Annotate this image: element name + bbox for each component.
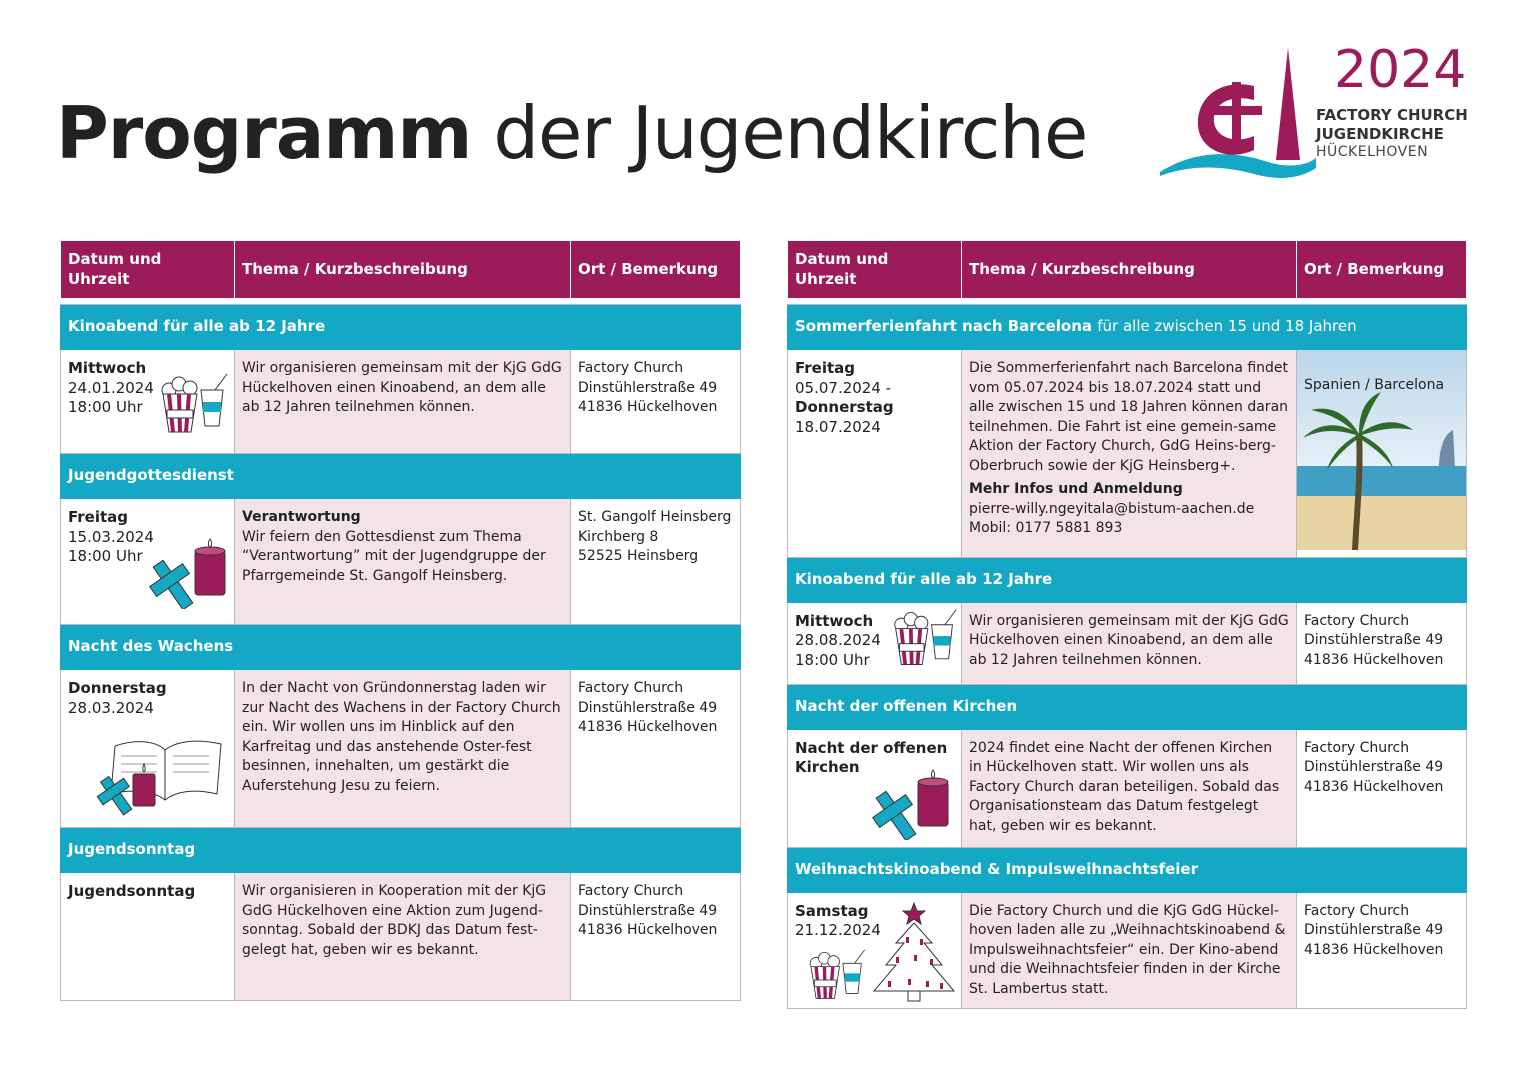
cross-candle-icon <box>868 768 958 840</box>
section-header: Nacht der offenen Kirchen <box>788 684 1467 729</box>
factory-church-logo-icon <box>1158 40 1318 190</box>
section-header: Jugendsonntag <box>61 828 741 873</box>
program-table-right <box>787 241 1467 1009</box>
program-table-left <box>60 241 741 1001</box>
place-cell: Factory Church Dinstühlerstraße 49 41836 Hückelhoven <box>571 350 741 454</box>
section-header: Jugendgottesdienst <box>61 454 741 499</box>
header-topic: Thema / Kurzbeschreibung <box>962 241 1297 299</box>
place-cell: Spanien / Barcelona <box>1304 377 1445 393</box>
table-row <box>61 499 741 625</box>
date-cell: Nacht der offenen Kirchen <box>788 729 962 847</box>
table-row <box>788 350 1467 558</box>
date-cell: Freitag 05.07.2024 - Donnerstag 18.07.2024 <box>788 350 962 558</box>
title-rest: der Jugendkirche <box>493 91 1088 175</box>
header-topic: Thema / Kurzbeschreibung <box>235 241 571 299</box>
description-cell: 2024 findet eine Nacht der offenen Kirchen in Hückelhoven statt. Wir wollen uns als Factory Church daran beteiligen. Sobald das Organisationsteam das Datum festgelegt hat, geben wir es bekannt. <box>962 729 1297 847</box>
date-cell: Mittwoch 28.08.2024 18:00 Uhr <box>788 602 962 684</box>
description-cell: In der Nacht von Gründonnerstag laden wir zur Nacht des Wachens in der Factory Church ein. Wir wollen uns im Hinblick auf den Karfreitag und das anstehende Oster-fest besinnen, innehalten, um gestärkt die Auferstehung Jesu zu feiern. <box>235 670 571 828</box>
contact-phone: Mobil: 0177 5881 893 <box>969 520 1123 536</box>
section-header: Sommerferienfahrt nach Barcelona für alle zwischen 15 und 18 Jahren <box>788 305 1467 350</box>
table-row <box>61 873 741 1001</box>
table-header <box>61 241 741 299</box>
place-cell: Factory Church Dinstühlerstraße 49 41836 Hückelhoven <box>1297 729 1467 847</box>
date-cell: Donnerstag 28.03.2024 <box>61 670 235 828</box>
place-cell: Factory Church Dinstühlerstraße 49 41836 Hückelhoven <box>571 873 741 1001</box>
description-cell: Wir organisieren gemeinsam mit der KjG GdG Hückelhoven einen Kinoabend, an dem alle ab 12 Jahren teilnehmen können. <box>235 350 571 454</box>
description-cell: Die Factory Church und die KjG GdG Hückel-hoven laden alle zu „Weihnachtskinoabend & Impulsweihnachtsfeier“ ein. Der Kino-abend und die Weihnachtsfeier finden in der Kirche St. Lambertus statt. <box>962 892 1297 1009</box>
barcelona-photo <box>1297 350 1467 558</box>
table-row <box>788 602 1467 684</box>
contact-email: pierre-willy.ngeyitala@bistum-aachen.de <box>969 500 1255 517</box>
section-header: Nacht des Wachens <box>61 625 741 670</box>
place-cell: Factory Church Dinstühlerstraße 49 41836 Hückelhoven <box>1297 892 1467 1009</box>
bible-icon <box>95 724 233 818</box>
header-place: Ort / Bemerkung <box>571 241 741 299</box>
description-cell: Verantwortung Wir feiern den Gottesdienst zum Thema “Verantwortung” mit der Jugendgruppe der Pfarrgemeinde St. Gangolf Heinsberg. <box>235 499 571 625</box>
header-date: Datum und Uhrzeit <box>61 241 235 299</box>
section-header: Kinoabend für alle ab 12 Jahre <box>788 557 1467 602</box>
table-row <box>788 892 1467 1009</box>
christmas-tree-icon <box>866 899 962 1003</box>
description-cell: Die Sommerferienfahrt nach Barcelona findet vom 05.07.2024 bis 18.07.2024 statt und alle zwischen 15 und 18 Jahren können daran teilnehmen. Die Fahrt ist eine gemein-same Aktion der Factory Church, GdG Heins-berg-Oberbruch sowie der KjG Heinsberg+. Mehr Infos und Anmeldung pierre-willy.ngeyitala@bistum-aachen.de Mobil: 0177 5881 893 <box>962 350 1297 558</box>
popcorn-icon <box>890 607 960 669</box>
description-cell: Wir organisieren gemeinsam mit der KjG GdG Hückelhoven einen Kinoabend, an dem alle ab 12 Jahren teilnehmen können. <box>962 602 1297 684</box>
table-header <box>788 241 1467 299</box>
page-title <box>56 88 1087 178</box>
logo-year: 2024 <box>1334 40 1467 100</box>
date-cell: Mittwoch 24.01.2024 18:00 Uhr <box>61 350 235 454</box>
logo-line1: FACTORY CHURCH <box>1316 106 1468 124</box>
description-cell: Wir organisieren in Kooperation mit der KjG GdG Hückelhoven eine Aktion zum Jugend-sonntag. Sobald der BDKJ das Datum fest-gelegt hat, geben wir es bekannt. <box>235 873 571 1001</box>
section-header: Weihnachtskinoabend & Impulsweihnachtsfeier <box>788 847 1467 892</box>
header-place: Ort / Bemerkung <box>1297 241 1467 299</box>
table-row <box>61 670 741 828</box>
popcorn-icon <box>806 947 868 1003</box>
logo <box>1158 40 1478 190</box>
section-header: Kinoabend für alle ab 12 Jahre <box>61 305 741 350</box>
table-row <box>61 350 741 454</box>
place-cell: Factory Church Dinstühlerstraße 49 41836 Hückelhoven <box>1297 602 1467 684</box>
place-cell: Factory Church Dinstühlerstraße 49 41836 Hückelhoven <box>571 670 741 828</box>
cross-candle-icon <box>145 537 235 609</box>
logo-line2: JUGENDKIRCHE <box>1316 125 1444 143</box>
place-cell: St. Gangolf Heinsberg Kirchberg 8 52525 Heinsberg <box>571 499 741 625</box>
date-cell: Samstag 21.12.2024 <box>788 892 962 1009</box>
date-cell: Jugendsonntag <box>61 873 235 1001</box>
table-row <box>788 729 1467 847</box>
popcorn-icon <box>157 372 231 436</box>
logo-line3: HÜCKELHOVEN <box>1316 144 1429 160</box>
date-cell: Freitag 15.03.2024 18:00 Uhr <box>61 499 235 625</box>
header-date: Datum und Uhrzeit <box>788 241 962 299</box>
title-bold: Programm <box>56 91 472 175</box>
